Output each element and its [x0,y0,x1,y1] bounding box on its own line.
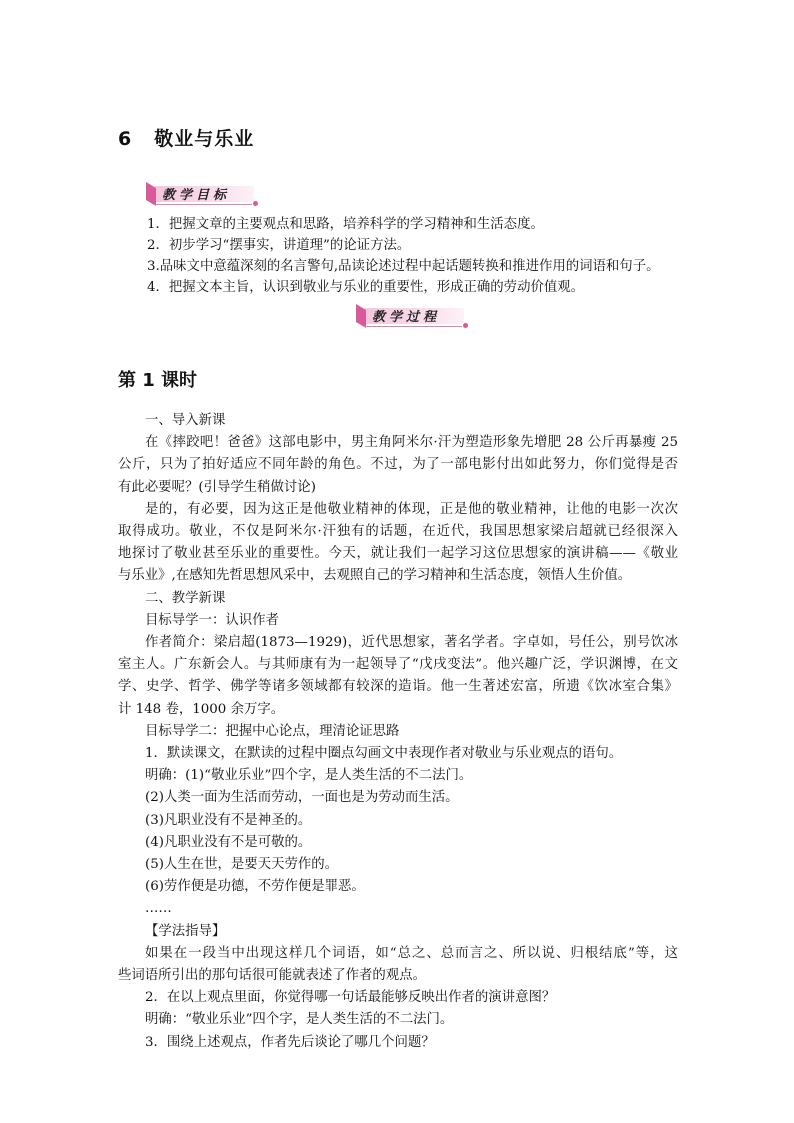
paragraph-line: 是的，有必要，因为这正是他敬业精神的体现，正是他的敬业精神，让他的电影一次次 [145,501,678,517]
objective-item: 3.品味文中意蕴深刻的名言警句,品读论述过程中起话题转换和推进作用的词语和句子。 [147,259,660,274]
section-heading: 一、导入新课 [145,413,226,428]
answer-line: (4)凡职业没有不是可敬的。 [145,834,312,850]
section-heading: 二、教学新课 [145,590,226,606]
answer-line: (6)劳作便是功德，不劳作便是罪恶。 [145,879,365,895]
answer-line: 明确：“敬业乐业”四个字，是人类生活的不二法门。 [145,1012,454,1028]
question-line: 2．在以上观点里面，你觉得哪一句话最能够反映出作者的演讲意图？ [145,990,556,1006]
paragraph-line: 计 148 卷，1000 余万字。 [118,701,285,717]
paragraph-line: 公斤，只为了拍好适应不同年龄的角色。不过，为了一部电影付出如此努力，你们觉得是否 [118,457,678,473]
paragraph-line: 学、史学、哲学、佛学等诸多领域都有较深的造诣。他一生著述宏富，所遗《饮冰室合集》 [118,679,678,695]
paragraph-line: 与乐业》,在感知先哲思想风采中，去观照自己的学习精神和生活态度，领悟人生价值。 [118,568,632,584]
paragraph-line: 取得成功。敬业，不仅是阿米尔·汗独有的话题，在近代，我国思想家梁启超就已经很深入 [118,524,678,540]
flag-icon [356,304,366,328]
paragraph-line: 在《摔跤吧！爸爸》这部电影中，男主角阿米尔·汗为塑造形象先增肥 28 公斤再暴瘦 25 [145,435,678,451]
question-line: 1．默读课文，在默读的过程中圈点勾画文中表现作者对敬业与乐业观点的语句。 [145,746,623,762]
chapter-title-text: 敬业与乐业 [154,128,255,150]
answer-line: (3)凡职业没有不是神圣的。 [145,812,312,828]
lesson-title: 第 1 课时 [118,370,198,391]
subsection-heading: 目标导学二：把握中心论点，理清论证思路 [145,723,400,739]
answer-line: 明确：(1)“敬业乐业”四个字，是人类生活的不二法门。 [145,768,473,784]
paragraph-line: 室主人。广东新会人。与其师康有为一起领导了“戊戌变法”。他兴趣广泛，学识渊博，在文 [118,657,678,673]
objective-item: 1．把握文章的主要观点和思路，培养科学的学习精神和生活态度。 [147,217,544,232]
process-section-badge [356,304,464,330]
paragraph-line: 地探讨了敬业甚至乐业的重要性。今天，就让我们一起学习这位思想家的演讲稿——《敬业 [118,546,678,562]
goals-section-label: 教学目标 [162,188,231,203]
goals-section-badge [146,182,254,208]
paragraph-line: 些词语所引出的那句话很可能就表述了作者的观点。 [118,968,426,984]
paragraph-line: 作者简介：梁启超(1873—1929)，近代思想家，著名学者。字卓如，号任公，别号饮冰 [145,635,678,651]
subsection-heading: 目标导学一：认识作者 [145,612,279,628]
method-guide-heading: 【学法指导】 [145,923,226,939]
answer-line: (5)人生在世，是要天天劳作的。 [145,857,339,873]
ellipsis-line: …… [145,901,172,917]
paragraph-line: 有此必要呢？(引导学生稍做讨论) [118,479,316,495]
answer-line: (2)人类一面为生活而劳动，一面也是为劳动而生活。 [145,790,459,806]
process-section-label: 教学过程 [372,310,441,325]
objective-item: 2．初步学习“摆事实，讲道理”的论证方法。 [147,238,411,253]
chapter-number: 6 [118,128,133,150]
question-line: 3．围绕上述观点，作者先后谈论了哪几个问题？ [145,1034,435,1050]
flag-icon [146,182,156,206]
objective-item: 4．把握文本主旨，认识到敬业与乐业的重要性，形成正确的劳动价值观。 [147,280,585,295]
paragraph-line: 如果在一段当中出现这样几个词语，如“总之、总而言之、所以说、归根结底”等，这 [145,945,678,961]
chapter-title [118,124,254,151]
lesson-body [118,410,678,1054]
